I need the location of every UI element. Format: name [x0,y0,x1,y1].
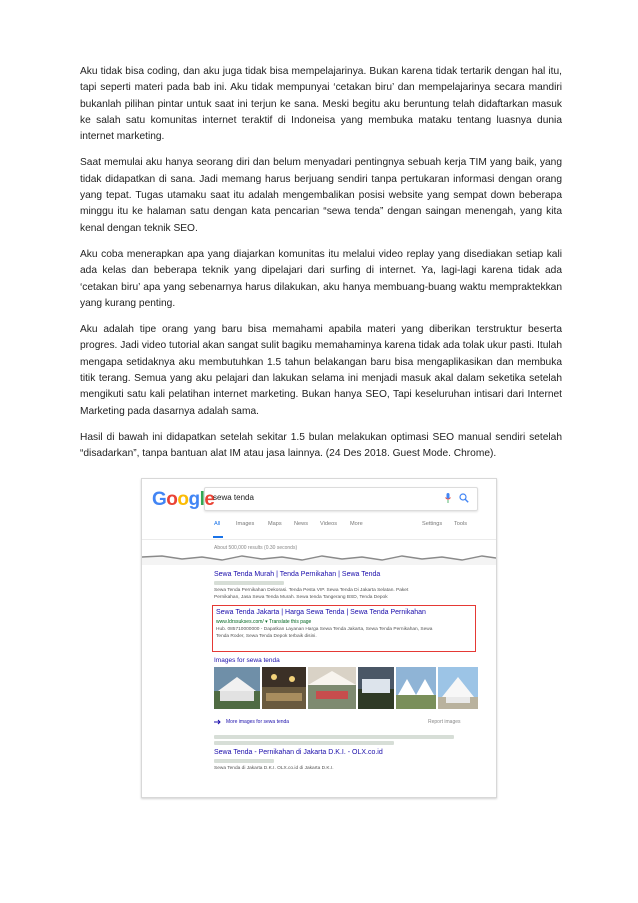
tab-videos[interactable]: Videos [320,521,338,527]
result-3-snippet: Sewa Tenda di Jakarta D.K.I. OLX.co.id di Jakarta D.K.I. [214,766,334,771]
result-2-url[interactable]: www.ldrssukses.com/ ▾ Translate this page [216,619,312,625]
paragraph-2: Saat memulai aku hanya seorang diri dan belum menyadari pentingnya sebuah kerja TIM yang baik, yang tidak didapatkan di sana. Jadi memang harus berjuang sendiri tanpa pertukaran informasi dengan orang yang tepat. Tugas utamaku saat itu adalah mengembalikan posisi website yang sempat down beberapa minggu itu ke halaman satu dengan kata pencarian “sewa tenda” dengan saingan menengah, yang kita kenal dengan teknik SEO. [80,157,562,234]
document-body [80,64,562,473]
microphone-icon[interactable] [445,493,451,503]
result-2-snippet-line-2: Tenda Roder, Sewa Tenda Depok terbaik disini. [216,634,317,639]
logo-letter: o [166,489,178,510]
result-2-title[interactable]: Sewa Tenda Jakarta | Harga Sewa Tenda | Sewa Tenda Pernikahan [216,609,426,616]
tab-more[interactable]: More [350,521,363,527]
arrow-right-icon [214,719,222,725]
paragraph-1: Aku tidak bisa coding, dan aku juga tidak bisa mempelajarinya. Bukan karena tidak tertarik dengan hal itu, tapi seperti materi pada bab ini. Aku tidak mempunyai ‘cetakan biru’ dan mempelajarinya secara mandiri bukanlah pilihan pintar untuk saat ini terjun ke sana. Meski begitu aku beruntung telah didaftarkan masuk ke salah satu komunitas internet teraktif di Indoneisa yang membuka mataku tentang luasnya dunia internet marketing. [80,66,562,143]
search-input[interactable] [204,487,478,511]
tab-settings[interactable]: Settings [422,521,443,527]
logo-letter: e [204,489,215,510]
google-results-screenshot [141,478,497,798]
search-query: sewa tenda [213,493,254,502]
tent-photo-6[interactable] [438,667,478,709]
tab-maps[interactable]: Maps [268,521,282,527]
tab-all[interactable]: All [214,521,221,527]
result-1-snippet-line-1: Sewa Tenda Pernikahan Dekorasi. Tenda Pesta VIP. Sewa Tenda Di Jakarta Selatan. Paket [214,588,409,593]
tent-photo-2[interactable] [262,667,306,709]
result-stats: About 500,000 results (0.30 seconds) [214,545,298,551]
torn-edge-divider [142,551,496,565]
image-thumbnails [214,667,478,709]
google-header [142,479,496,540]
tent-photo-1[interactable] [214,667,260,709]
logo-letter: o [177,489,189,510]
tab-news[interactable]: News [294,521,308,527]
logo-letter: G [152,489,167,510]
report-images-link[interactable]: Report images [428,719,461,725]
tent-photo-3[interactable] [308,667,356,709]
logo-letter: g [188,489,200,510]
tent-photo-5[interactable] [396,667,436,709]
active-tab-indicator [213,536,223,538]
tent-photo-4[interactable] [358,667,394,709]
tab-tools[interactable]: Tools [454,521,468,527]
tab-images[interactable]: Images [236,521,255,527]
blurred-url [214,759,274,763]
logo-letter: l [199,489,205,510]
result-3-title[interactable]: Sewa Tenda - Pernikahan di Jakarta D.K.I. - OLX.co.id [214,749,383,756]
blurred-url [214,581,284,585]
paragraph-5: Hasil di bawah ini didapatkan setelah sekitar 1.5 bulan melakukan optimasi SEO manual sendiri setelah “disadarkan”, tanpa bantuan alat IM atau jasa lainnya. (24 Des 2018. Guest Mode. Chrome). [80,431,562,460]
paragraph-4: Aku adalah tipe orang yang baru bisa memahami apabila materi yang diberikan terstruktur beserta progres. Jadi video tutorial akan sangat sulit bagiku memahaminya karena tidak ada tolak ukur pasti. Itulah mengapa setidaknya aku membutuhkan 1.5 tahun belakangan baru bisa mengaplikasikan dan membuka titik terang. Semua yang aku pelajari dan lakukan selama ini menjadi masuk akal dalam seketika setelah mengikuti satu kali pelatihan internet marketing. Bukan hanya SEO, Tapi keseluruhan intisari dari Internet Marketing pada dasarnya adalah sama. [80,324,562,417]
more-images-link[interactable]: More images for sewa tenda [226,719,290,725]
search-icon[interactable] [459,493,469,503]
paragraph-3: Aku coba menerapkan apa yang diajarkan komunitas itu melalui video replay yang disediakan setiap kali ada kelas dan beberapa teknik yang dipelajari dari surfing di internet. Ya, lagi-lagi karena tidak ada ‘cetakan biru’ apa yang sebenarnya harus dilakukan, aku hanya membuang-buang waktu mempraktekkan yang kurang penting. [80,248,562,309]
result-1-title[interactable]: Sewa Tenda Murah | Tenda Pernikahan | Sewa Tenda [214,571,381,578]
blurred-result [214,735,454,739]
result-1-snippet-line-2: Pernikahan, Jasa Sewa Tenda Murah. Sewa tenda Tangerang BSD, Tenda Depok [214,595,388,600]
result-2-snippet-line-1: Hub. 085710000000 - Dapatkan Layanan Harga Sewa Tenda Jakarta, Sewa Tenda Pernikahan, Sewa [216,627,433,632]
blurred-result [214,741,394,745]
images-block-title[interactable]: Images for sewa tenda [214,657,280,664]
